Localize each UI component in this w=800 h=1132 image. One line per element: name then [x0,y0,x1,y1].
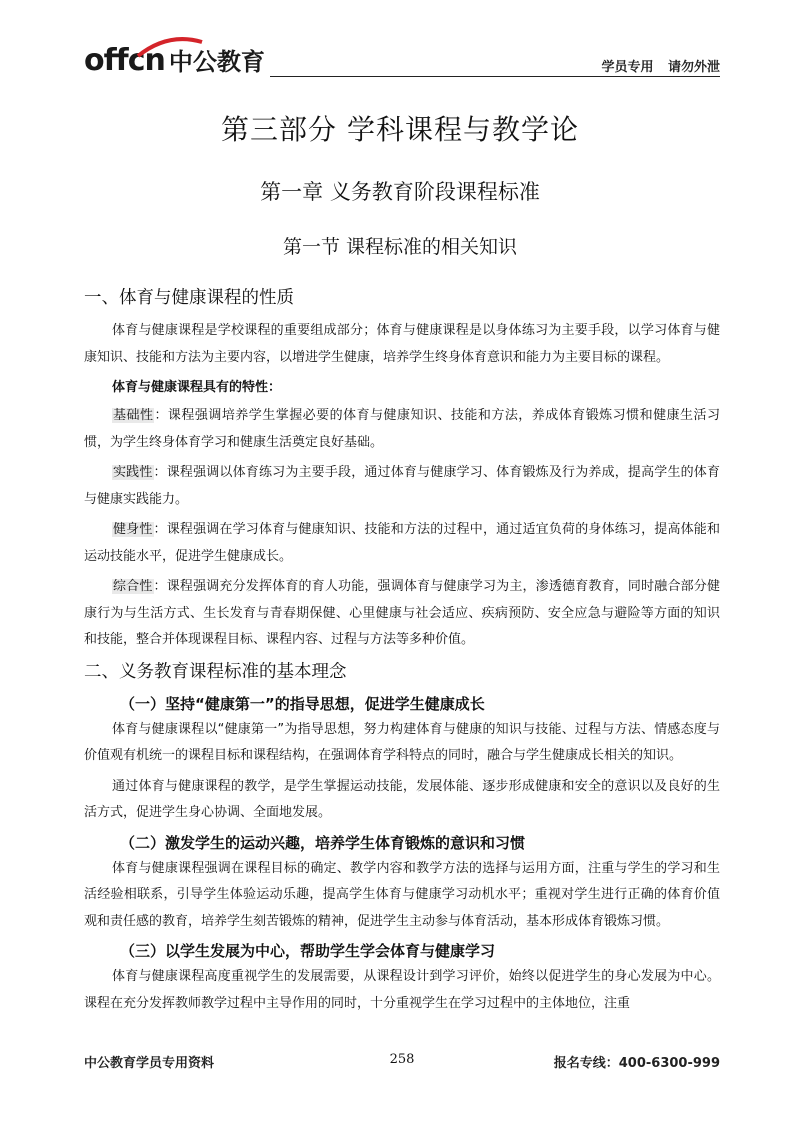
header-notice: 学员专用 请勿外泄 [601,60,720,75]
part-title: 第三部分 学科课程与教学论 [221,113,579,146]
subheading-interest: （二）激发学生的运动兴趣，培养学生体育锻炼的意识和习惯 [120,833,526,852]
header-divider [270,76,720,77]
logo-latin-text: offcn [84,43,165,78]
traits-label: 体育与健康课程具有的特性： [112,380,282,395]
offcn-logo [84,40,265,76]
logo-chinese-text: 中公教育 [168,48,265,76]
trait-term: 综合性 [113,579,153,594]
paragraph: 体育与健康课程以“健康第一”为指导思想，努力构建体育与健康的知识与技能、过程与方法、情感态度与价值观有机统一的课程目标和课程结构，在强调体育学科特点的同时，融合与学生健康成长相关的知识。 [84,721,720,763]
page-number: 258 [389,1052,415,1067]
page-footer [84,1052,720,1076]
footer-hotline: 报名专线：400-6300-999 [553,1056,720,1071]
trait-term: 实践性 [113,465,153,480]
paragraph: 体育与健康课程高度重视学生的发展需要，从课程设计到学习评价，始终以促进学生的身心发展为中心。课程在充分发挥教师教学过程中主导作用的同时，十分重视学生在学习过程中的主体地位，注重 [84,969,720,1011]
trait-paragraph [84,460,720,513]
chapter-title: 第一章 义务教育阶段课程标准 [260,180,540,204]
heading-course-nature: 一、体育与健康课程的性质 [84,288,294,308]
page-header [84,34,720,80]
trait-text: ：课程强调以体育练习为主要手段，通过体育与健康学习、体育锻炼及行为养成，提高学生的体育与健康实践能力。 [84,465,720,507]
heading-basic-ideas: 二、义务教育课程标准的基本理念 [84,661,347,682]
subheading-student-centered: （三）以学生发展为中心，帮助学生学会体育与健康学习 [120,942,496,960]
document-body [84,286,720,1021]
subheading-health-first: （一）坚持“健康第一”的指导思想，促进学生健康成长 [120,694,485,713]
trait-text: ：课程强调在学习体育与健康知识、技能和方法的过程中，通过适宜负荷的身体练习，提高体能和运动技能水平，促进学生健康成长。 [84,522,720,564]
trait-term: 健身性 [113,522,153,537]
section-title: 第一节 课程标准的相关知识 [282,236,518,258]
paragraph: 体育与健康课程强调在课程目标的确定、教学内容和教学方法的选择与运用方面，注重与学生的学习和生活经验相联系，引导学生体验运动乐趣，提高学生体育与健康学习动机水平；重视对学生进行正确的体育价值观和责任感的教育，培养学生刻苦锻炼的精神，促进学生主动参与体育活动，基本形成体育锻炼习惯。 [84,860,720,929]
trait-text: ：课程强调培养学生掌握必要的体育与健康知识、技能和方法，养成体育锻炼习惯和健康生活习惯，为学生终身体育学习和健康生活奠定良好基础。 [84,408,720,450]
paragraph-course-nature: 体育与健康课程是学校课程的重要组成部分；体育与健康课程是以身体练习为主要手段，以学习体育与健康知识、技能和方法为主要内容，以增进学生健康，培养学生终身体育意识和能力为主要目标的课程。 [84,323,720,365]
trait-paragraph [84,517,720,570]
footer-source: 中公教育学员专用资料 [84,1056,215,1071]
trait-text: ：课程强调充分发挥体育的育人功能，强调体育与健康学习为主，渗透德育教育，同时融合部分健康行为与生活方式、生长发育与青春期保健、心里健康与社会适应、疾病预防、安全应急与避险等方面的知识和技能，整合并体现课程目标、课程内容、过程与方法等多种价值。 [84,579,720,647]
trait-term: 基础性 [113,408,154,423]
paragraph: 通过体育与健康课程的教学，是学生掌握运动技能，发展体能、逐步形成健康和安全的意识以及良好的生活方式，促进学生身心协调、全面地发展。 [84,778,720,820]
trait-paragraph [84,574,720,654]
trait-paragraph [84,403,720,456]
logo-arc-icon [134,34,204,58]
